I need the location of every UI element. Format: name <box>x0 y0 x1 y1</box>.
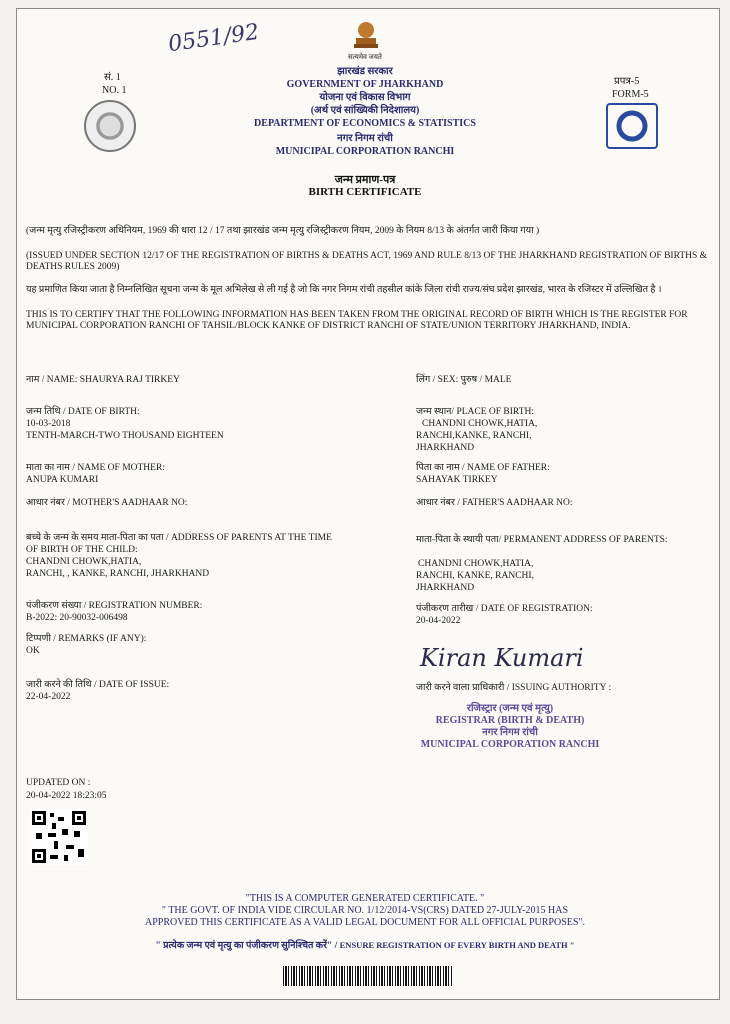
footer-ensure-hindi: " प्रत्येक जन्म एवं मृत्यु का पंजीकरण सुनिश्चित करें" / <box>155 941 338 951</box>
dob-words: TENTH-MARCH-TWO THOUSAND EIGHTEEN <box>26 431 224 441</box>
perm-address-label: माता-पिता के स्थायी पता/ PERMANENT ADDRESS OF PARENTS: <box>416 535 668 545</box>
department-hindi-sub: (अर्थ एवं सांख्यिकी निदेशालय) <box>310 105 420 116</box>
certificate-title-hindi: जन्म प्रमाण-पत्र <box>334 174 396 186</box>
perm-address-value-3: JHARKHAND <box>416 583 475 593</box>
name-value: SHAURYA RAJ TIRKEY <box>79 375 180 385</box>
reg-date-value: 20-04-2022 <box>416 616 461 626</box>
registrar-stamp-hindi-1: रजिस्ट्रार (जन्म एवं मृत्यु) <box>466 703 554 714</box>
footer-ensure-english: ENSURE REGISTRATION OF EVERY BIRTH AND DEATH " <box>339 940 575 950</box>
mother-aadhaar-label: आधार नंबर / MOTHER'S AADHAAR NO: <box>26 498 188 508</box>
remarks-value: OK <box>26 646 40 656</box>
address-birth-value-2: RANCHI, , KANKE, RANCHI, JHARKHAND <box>26 569 210 579</box>
name-field <box>26 375 180 386</box>
remarks-label: टिप्पणी / REMARKS (IF ANY): <box>26 634 147 644</box>
sex-value: पुरुष / MALE <box>460 375 512 385</box>
pob-value-1: CHANDNI CHOWK,HATIA, <box>422 419 538 429</box>
address-birth-label-2: OF BIRTH OF THE CHILD: <box>26 545 138 555</box>
certificate-title: BIRTH CERTIFICATE <box>308 186 422 198</box>
father-value: SAHAYAK TIRKEY <box>416 475 498 485</box>
handwritten-file-number: 0551/92 <box>166 19 261 58</box>
reg-no-label: पंजीकरण संख्या / REGISTRATION NUMBER: <box>26 601 203 611</box>
address-birth-value-1: CHANDNI CHOWK,HATIA, <box>26 557 142 567</box>
dob-label: जन्म तिथि / DATE OF BIRTH: <box>26 407 140 417</box>
crs-logo-icon <box>606 103 658 149</box>
national-emblem-icon <box>352 18 380 50</box>
perm-address-value-1: CHANDNI CHOWK,HATIA, <box>418 559 534 569</box>
updated-on-value: 20-04-2022 18:23:05 <box>26 791 107 801</box>
registrar-stamp-english-1: REGISTRAR (BIRTH & DEATH) <box>435 715 585 726</box>
qr-code-icon <box>30 809 88 865</box>
name-label: नाम / NAME: <box>26 375 78 385</box>
reg-no-value: B-2022: 20-90032-006498 <box>26 613 128 623</box>
footer-line-1: "THIS IS A COMPUTER GENERATED CERTIFICATE. " <box>245 893 485 904</box>
jharkhand-seal-icon <box>84 100 136 152</box>
certify-english: THIS IS TO CERTIFY THAT THE FOLLOWING INFORMATION HAS BEEN TAKEN FROM THE ORIGINAL RECORD OF BIRTH WHICH IS THE REGISTER FOR MUNICIPAL CORPORATION RANCHI OF TAHSIL/BLOCK KANKE OF DISTRICT RANCHI OF STATE/UNION TERRITORY JHARKHAND, INDIA. <box>26 310 688 331</box>
signature: Kiran Kumari <box>420 644 584 672</box>
pob-value-2: RANCHI,KANKE, RANCHI, <box>416 431 532 441</box>
form-english: FORM-5 <box>612 89 649 100</box>
registrar-stamp-english-2: MUNICIPAL CORPORATION RANCHI <box>420 739 600 750</box>
father-aadhaar-label: आधार नंबर / FATHER'S AADHAAR NO: <box>416 498 573 508</box>
pob-value-3: JHARKHAND <box>416 443 475 453</box>
department-english: DEPARTMENT OF ECONOMICS & STATISTICS <box>254 118 476 129</box>
form-hindi: प्रपत्र-5 <box>614 76 640 87</box>
sex-field <box>416 375 511 386</box>
number-english: NO. 1 <box>102 85 127 96</box>
footer-line-3: APPROVED THIS CERTIFICATE AS A VALID LEGAL DOCUMENT FOR ALL OFFICIAL PURPOSES". <box>144 917 586 928</box>
corporation-hindi: नगर निगम रांची <box>337 133 393 144</box>
government-hindi: झारखंड सरकार <box>337 66 393 77</box>
perm-address-value-2: RANCHI, KANKE, RANCHI, <box>416 571 534 581</box>
registrar-stamp-hindi-2: नगर निगम रांची <box>482 727 538 738</box>
address-birth-label-1: बच्चे के जन्म के समय माता-पिता का पता / ADDRESS OF PARENTS AT THE TIME <box>26 533 332 543</box>
mother-value: ANUPA KUMARI <box>26 475 99 485</box>
issuing-authority-label: जारी करने वाला प्राधिकारी / ISSUING AUTHORITY : <box>416 683 612 693</box>
issue-date-value: 22-04-2022 <box>26 692 71 702</box>
updated-on-label: UPDATED ON : <box>26 778 91 788</box>
certify-hindi: यह प्रमाणित किया जाता है निम्नलिखित सूचना जन्म के मूल अभिलेख से ली गई है जो कि नगर निगम रांची तहसील कांके जिला रांची राज्य/संघ प्रदेश झारखंड, भारत के रजिस्टर में उल्लिखित है । <box>26 285 662 295</box>
issue-date-label: जारी करने की तिथि / DATE OF ISSUE: <box>26 680 170 690</box>
emblem-motto: सत्यमेव जयते <box>348 53 382 61</box>
footer-line-2: " THE GOVT. OF INDIA VIDE CIRCULAR NO. 1/12/2014-VS(CRS) DATED 27-JULY-2015 HAS <box>161 905 569 916</box>
sex-label: लिंग / SEX: <box>416 375 459 385</box>
barcode-icon <box>283 966 453 986</box>
father-label: पिता का नाम / NAME OF FATHER: <box>416 463 550 473</box>
issued-under-hindi: (जन्म मृत्यु रजिस्ट्रीकरण अधिनियम, 1969 की धारा 12 / 17 तथा झारखंड जन्म मृत्यु रजिस्ट्रीकरण नियम, 2009 के नियम 8/13 के अंतर्गत जारी किया गया ) <box>26 226 540 236</box>
number-hindi: सं. 1 <box>104 72 121 83</box>
footer-line-4 <box>0 940 730 952</box>
department-hindi: योजना एवं विकास विभाग <box>319 92 411 103</box>
dob-value: 10-03-2018 <box>26 419 71 429</box>
issued-under-english: (ISSUED UNDER SECTION 12/17 OF THE REGISTRATION OF BIRTHS & DEATHS ACT, 1969 AND RULE 8/13 OF THE JHARKHAND REGISTRATION OF BIRTHS & DEATHS RULES 2009) <box>26 251 708 272</box>
reg-date-label: पंजीकरण तारीख / DATE OF REGISTRATION: <box>416 604 593 614</box>
pob-label: जन्म स्थान/ PLACE OF BIRTH: <box>416 407 534 417</box>
government-english: GOVERNMENT OF JHARKHAND <box>286 79 444 90</box>
mother-label: माता का नाम / NAME OF MOTHER: <box>26 463 165 473</box>
corporation-english: MUNICIPAL CORPORATION RANCHI <box>275 146 455 157</box>
